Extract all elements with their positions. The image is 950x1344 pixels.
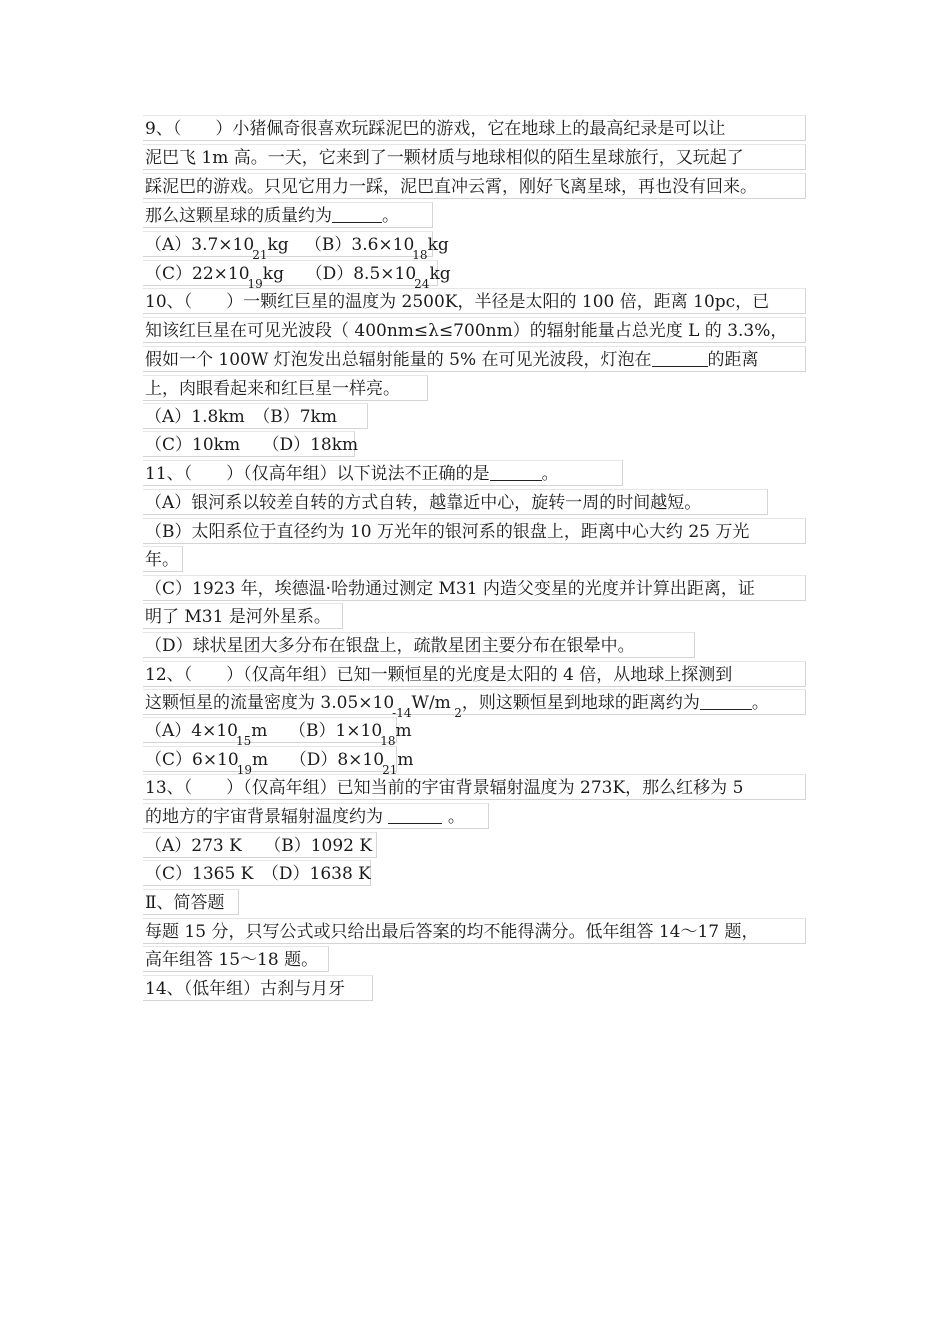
- q12-options-ab: [143, 717, 412, 748]
- q13-line-1: 13、（ ）（仅高年组）已知当前的宇宙背景辐射温度为 273K，那么红移为 5: [143, 774, 806, 800]
- q12-line-1: 12、（ ）（仅高年组）已知一颗恒星的光度是太阳的 4 倍，从地球上探测到: [143, 661, 806, 687]
- answer-blank: [490, 462, 542, 481]
- q11-option-d: （D）球状星团大多分布在银盘上，疏散星团主要分布在银晕中。: [143, 632, 695, 658]
- answer-blank: [700, 691, 752, 710]
- answer-blank: [388, 805, 442, 824]
- q10-options-ab: （A）1.8km （B）7km: [143, 403, 368, 429]
- q11-line-1: 11、（ ）（仅高年组）以下说法不正确的是 。: [143, 460, 623, 486]
- q9-options-cd: [143, 260, 451, 291]
- q10-options-cd: （C）10km （D）18km: [143, 431, 355, 457]
- q14-title: 14、（低年组）古刹与月牙: [143, 975, 373, 1001]
- q13-options-ab: （A）273 K （B）1092 K: [143, 832, 377, 858]
- q10-line-4: 上，肉眼看起来和红巨星一样亮。: [143, 375, 428, 401]
- q11-option-b-line-1: （B）太阳系位于直径约为 10 万光年的银河系的银盘上，距离中心大约 25 万光: [143, 518, 806, 544]
- q10-line-1: 10、（ ）一颗红巨星的温度为 2500K，半径是太阳的 100 倍，距离 10pc，已: [143, 288, 806, 314]
- q13-line-2: 的地方的宇宙背景辐射温度约为 。: [143, 803, 489, 829]
- q11-option-c-line-2: 明了 M31 是河外星系。: [143, 603, 343, 629]
- option-b: $(B)1\times 10_{18}m$: [289, 721, 412, 748]
- q9-line-2: 泥巴飞 1m 高。一天，它来到了一颗材质与地球相似的陌生星球旅行，又玩起了: [143, 144, 806, 170]
- q9-line-4: 那么这颗星球的质量约为 。: [143, 202, 433, 228]
- q9-line-1: 9、（ ）小猪佩奇很喜欢玩踩泥巴的游戏，它在地球上的最高纪录是可以让: [143, 115, 806, 141]
- q12-line-2: 这颗恒星的流量密度为 $3.05\times 10_{-14}W/m$ $_2$，则这颗恒星到地球的距离约为 。: [143, 689, 806, 715]
- q9-options-ab: [143, 231, 449, 262]
- option-c: $(C)6\times 10_{19}m$: [145, 750, 269, 777]
- option-b: $(B)3.6\times 10_{18}kg$: [304, 235, 449, 262]
- q11-option-b-line-2: 年。: [143, 546, 183, 572]
- q11-option-c-line-1: （C）1923 年，埃德温·哈勃通过测定 M31 内造父变星的光度并计算出距离，证: [143, 575, 806, 601]
- option-a: $(A)4\times 10_{15}m$: [145, 721, 268, 748]
- section-note-line-2: 高年组答 15～18 题。: [143, 946, 329, 972]
- answer-blank: [332, 204, 382, 223]
- option-d: $(D)8.5\times 10_{24}kg$: [305, 264, 451, 291]
- q9-line-3: 踩泥巴的游戏。只见它用力一踩，泥巴直冲云霄，刚好飞离星球，再也没有回来。: [143, 173, 806, 199]
- section-heading: Ⅱ、简答题: [143, 889, 239, 915]
- q10-line-2: 知该红巨星在可见光波段（ 400nm≤λ≤700nm）的辐射能量占总光度 L 的 3.3%，: [143, 317, 806, 343]
- section-note-line-1: 每题 15 分，只写公式或只给出最后答案的均不能得满分。低年组答 14～17 题，: [143, 918, 806, 944]
- option-a: $(A)3.7\times 10_{21}kg$: [145, 235, 289, 262]
- q12-options-cd: [143, 746, 414, 777]
- option-c: $(C)22\times 10_{19}kg$: [145, 264, 284, 291]
- q11-option-a: （A）银河系以较差自转的方式自转，越靠近中心，旋转一周的时间越短。: [143, 489, 768, 515]
- q10-line-3: 假如一个 100W 灯泡发出总辐射能量的 5% 在可见光波段，灯泡在 的距离: [143, 346, 806, 372]
- answer-blank: [652, 348, 708, 367]
- option-d: $(D)8\times 10_{21}m$: [289, 750, 414, 777]
- q13-options-cd: （C）1365 K （D）1638 K: [143, 860, 371, 886]
